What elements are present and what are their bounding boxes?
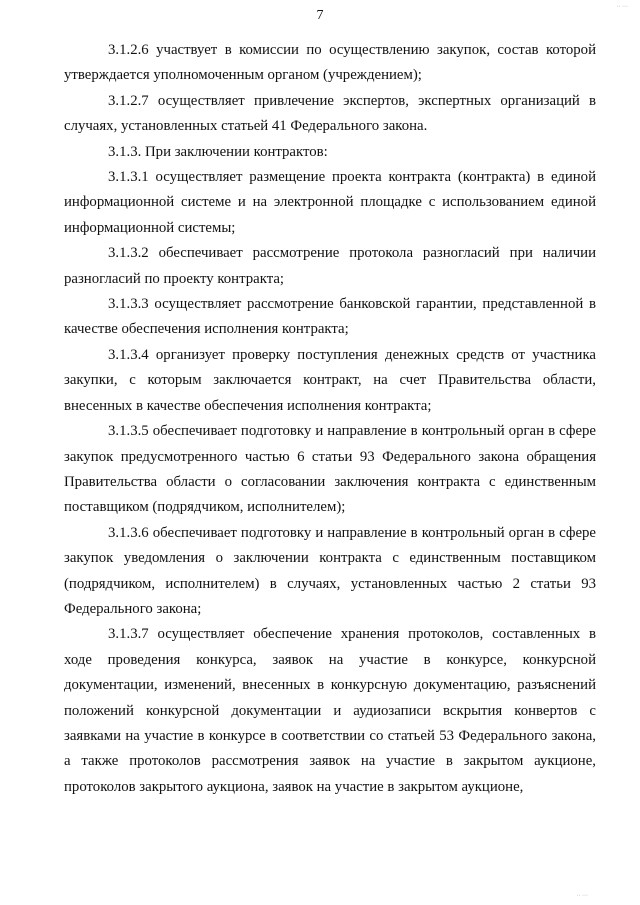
paragraph-3-1-3-7: 3.1.3.7 осуществляет обеспечение хранения протоколов, составленных в ходе проведения конкурса, заявок на участие в конкурсе, конкурсной документации, изменений, внесенных в конкурсную документацию, разъяснений положений конкурсной документации и аудиозаписи вскрытия конвертов с заявками на участие в конкурсе в соответствии со статьей 53 Федерального закона, а также протоколов рассмотрения заявок на участие в закрытом аукционе, протоколов закрытого аукциона, заявок на участие в закрытом аукционе, [64, 626, 596, 795]
paragraph-3-1-3-2: 3.1.3.2 обеспечивает рассмотрение протокола разногласий при наличии разногласий по проекту контракта; [64, 245, 596, 287]
paragraph-3-1-2-6: 3.1.2.6 участвует в комиссии по осуществлению закупок, состав которой утверждается уполномоченным органом (учреждением); [64, 42, 596, 84]
document-body [64, 38, 596, 800]
scan-artifact-bottom: ·· ··· [576, 893, 588, 899]
paragraph-3-1-2-7: 3.1.2.7 осуществляет привлечение экспертов, экспертных организаций в случаях, установленных статьей 41 Федерального закона. [64, 92, 596, 135]
paragraph-3-1-3-6: 3.1.3.6 обеспечивает подготовку и направление в контрольный орган в сфере закупок уведомления о заключении контракта с единственным поставщиком (подрядчиком, исполнителем) в случаях, установленных частью 2 статьи 93 Федерального закона; [64, 524, 596, 617]
paragraph-3-1-3-3: 3.1.3.3 осуществляет рассмотрение банковской гарантии, представленной в качестве обеспечения исполнения контракта; [64, 296, 596, 338]
paragraph-3-1-3-5: 3.1.3.5 обеспечивает подготовку и направление в контрольный орган в сфере закупок предусмотренного частью 6 статьи 93 Федерального закона обращения Правительства области о согласовании заключения контракта с единственным поставщиком (подрядчиком, исполнителем); [64, 423, 596, 516]
paragraph-3-1-3-1: 3.1.3.1 осуществляет размещение проекта контракта (контракта) в единой информационной системе и на электронной площадке с использованием единой информационной системы; [64, 169, 596, 236]
scan-artifact-top: ·· ··· [616, 4, 628, 10]
paragraph-3-1-3: 3.1.3. При заключении контрактов: [108, 143, 328, 160]
page-number: 7 [316, 8, 324, 23]
paragraph-3-1-3-4: 3.1.3.4 организует проверку поступления денежных средств от участника закупки, с которым заключается контракт, на счет Правительства области, внесенных в качестве обеспечения исполнения контракта; [64, 346, 596, 414]
